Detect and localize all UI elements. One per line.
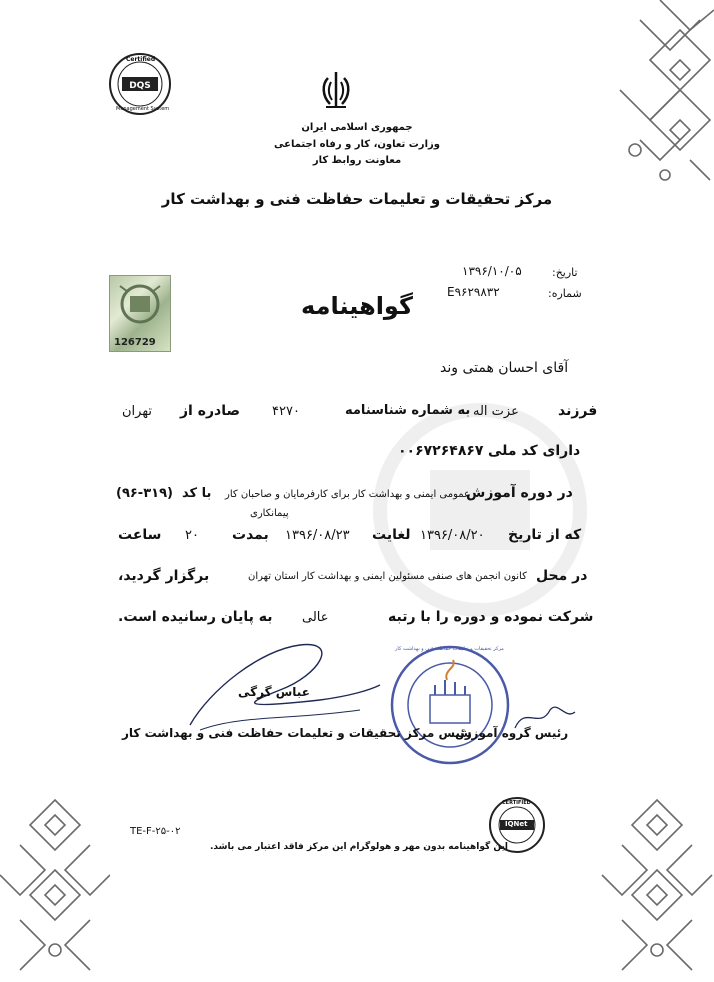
gov-line-2: وزارت تعاون، کار و رفاه اجتماعی (274, 139, 440, 150)
validity-note: این گواهینامه بدون مهر و هولوگرام این مرکز فاقد اعتبار می باشد. (210, 842, 508, 852)
duration-value: ۲۰ (185, 528, 199, 543)
iqnet-text: IQNet (505, 820, 528, 828)
course-label: در دوره آموزش (466, 485, 573, 501)
certified-management-logo (108, 52, 172, 116)
issued-label: صادره از (180, 403, 241, 419)
from-date: ۱۳۹۶/۰۸/۲۰ (420, 528, 485, 543)
course-name-1: عمومی ایمنی و بهداشت کار برای کارفرمایان و صاحبان کار (225, 489, 471, 500)
form-code: TE-F-۲۵-۰۲ (130, 826, 181, 837)
stamp-text: مرکز تحقیقات و تعلیمات حفاظت فنی و بهداشت کار (395, 646, 504, 652)
hours-label: ساعت (118, 527, 162, 543)
signer-name: عباس گرگی (238, 685, 310, 699)
course-name-2: پیمانکاری (250, 508, 289, 519)
number-value: E۹۶۲۹۸۳۲ (447, 285, 500, 299)
svg-text:DQS: DQS (129, 81, 151, 91)
ornament-bottom-left (0, 790, 110, 982)
issued-place: تهران (122, 404, 152, 419)
gov-line-1: جمهوری اسلامی ایران (301, 122, 413, 133)
group-head-title: رئیس گروه آموزش (455, 726, 569, 740)
date-label: تاریخ: (552, 266, 578, 279)
location-label: در محل (536, 568, 588, 584)
certified-logo-subtext: Management System (116, 106, 170, 112)
ornament-bottom-right (600, 790, 714, 982)
gov-line-3: معاونت روابط کار (312, 155, 402, 166)
iqnet-logo (488, 796, 546, 854)
date-value: ۱۳۹۶/۱۰/۰۵ (462, 264, 522, 278)
certified-text: CERTIFIED (502, 800, 531, 806)
ornament-top-right (540, 0, 714, 200)
from-label: که از تاریخ (508, 527, 582, 543)
center-title: مرکز تحقیقات و تعلیمات حفاظت فنی و بهداشت کار (161, 190, 553, 208)
to-label: لغایت (372, 527, 411, 543)
official-stamp (385, 640, 515, 770)
participated-label: شرکت نموده و دوره را با رتبه (388, 609, 594, 625)
number-label: شماره: (548, 287, 582, 300)
completed-label: به پایان رسانیده است. (118, 609, 273, 625)
location-value: کانون انجمن های صنفی مسئولین ایمنی و بهداشت کار استان تهران (248, 571, 527, 582)
father-name: عزت اله (473, 404, 519, 419)
course-code: (۹۶-۳۱۹) (116, 486, 173, 501)
certified-logo-text: Certified (126, 56, 156, 63)
recipient-name: آقای احسان همتی وند (440, 360, 569, 376)
duration-label: بمدت (232, 527, 269, 543)
id-number: ۴۲۷۰ (272, 404, 300, 419)
to-date: ۱۳۹۶/۰۸/۲۳ (285, 528, 350, 543)
national-code: ۰۰۶۷۲۶۴۸۶۷ (398, 443, 484, 459)
watermark-emblem (350, 400, 610, 620)
hologram-number: 126729 (114, 337, 156, 348)
id-label: به شماره شناسنامه (345, 403, 471, 418)
center-head-title: رئیس مرکز تحقیقات و تعلیمات حفاظت فنی و بهداشت کار (122, 726, 472, 740)
child-of-label: فرزند (558, 403, 598, 419)
iran-emblem-icon (318, 70, 354, 110)
held-label: برگزار گردید، (118, 568, 210, 584)
national-code-label: دارای کد ملی (488, 443, 581, 459)
grade: عالی (302, 610, 329, 625)
code-label: با کد (182, 486, 212, 501)
certificate-title: گواهینامه (301, 292, 413, 320)
